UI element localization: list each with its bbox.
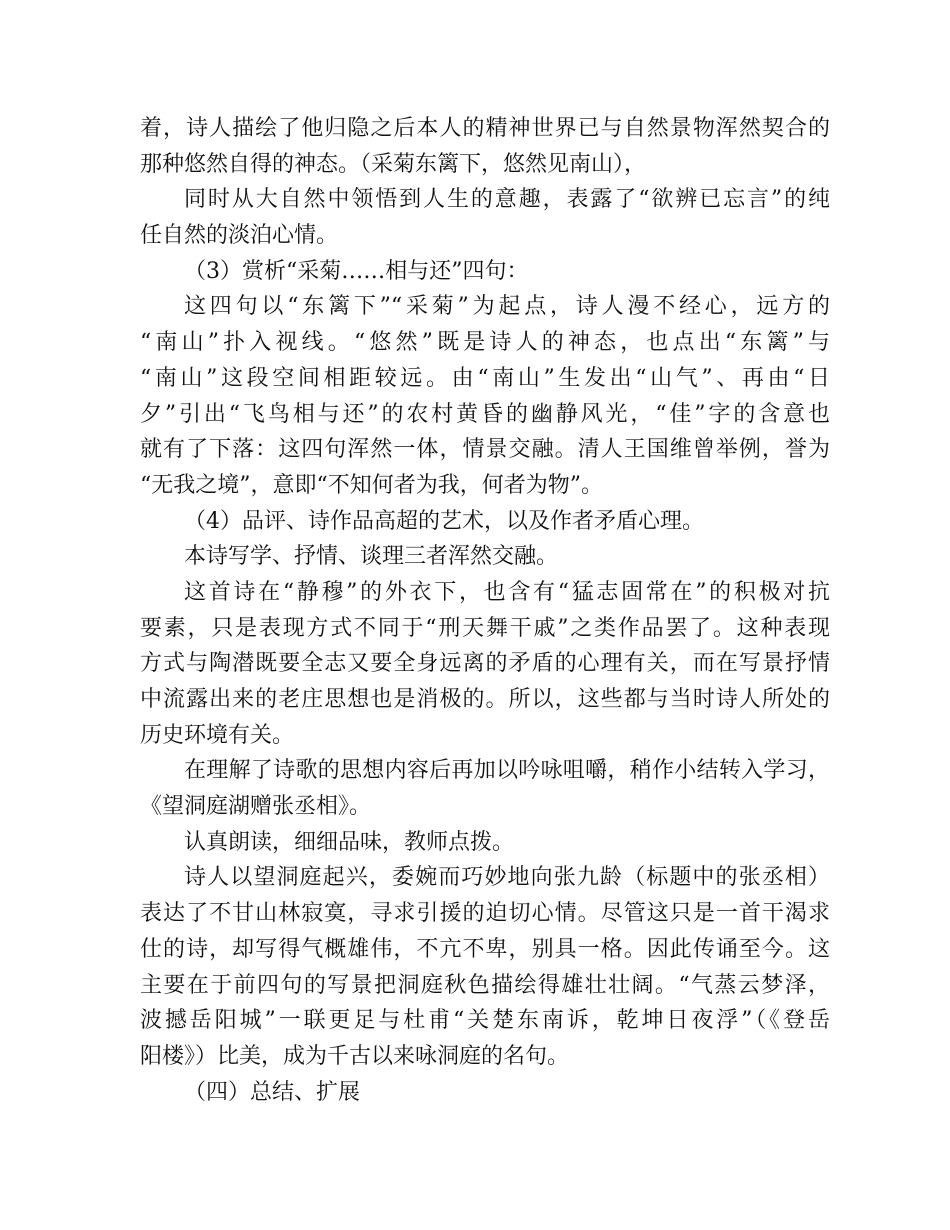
text-line: 仕的诗，却写得气概雄伟，不亢不卑，别具一格。因此传诵至今。这 bbox=[140, 936, 830, 962]
text-line: 阳楼》）比美，成为千古以来咏洞庭的名句。 bbox=[140, 1043, 570, 1069]
text-line: 历史环境有关。 bbox=[140, 722, 295, 748]
text-line: 诗人以望洞庭起兴，委婉而巧妙地向张九龄（标题中的张丞相） bbox=[184, 865, 830, 891]
text-line: 这首诗在“静穆”的外衣下，也含有“猛志固常在”的积极对抗 bbox=[184, 579, 830, 605]
text-line: 着，诗人描绘了他归隐之后本人的精神世界已与自然景物浑然契合的 bbox=[140, 116, 830, 141]
text-line: 就有了下落：这四句浑然一体，情景交融。清人王国维曾举例，誉为 bbox=[140, 437, 830, 463]
text-line: 夕”引出“飞鸟相与还”的农村黄昏的幽静风光，“佳”字的含意也 bbox=[140, 401, 830, 427]
text-line: 认真朗读，细细品味，教师点拨。 bbox=[184, 829, 515, 855]
text-line: （3）赏析“采菊……相与还”四句： bbox=[184, 258, 529, 284]
body-text bbox=[140, 111, 830, 1110]
text-line: 主要在于前四句的写景把洞庭秋色描绘得雄壮壮阔。“气蒸云梦泽， bbox=[140, 972, 830, 998]
text-line: 波撼岳阳城”一联更足与杜甫“关楚东南诉，乾坤日夜浮”（《登岳 bbox=[140, 1008, 830, 1034]
text-line: 《望洞庭湖赠张丞相》。 bbox=[140, 794, 372, 820]
text-line: 要素，只是表现方式不同于“刑天舞干戚”之类作品罢了。这种表现 bbox=[140, 615, 830, 641]
text-line: 本诗写学、抒情、谈理三者浑然交融。 bbox=[184, 544, 559, 570]
text-line: 同时从大自然中领悟到人生的意趣，表露了“欲辨已忘言”的纯 bbox=[184, 187, 830, 213]
text-line: “无我之境”，意即“不知何者为我，何者为物”。 bbox=[140, 472, 603, 498]
text-line: 中流露出来的老庄思想也是消极的。所以，这些都与当时诗人所处的 bbox=[140, 687, 830, 712]
text-line: （四）总结、扩展 bbox=[184, 1079, 361, 1105]
text-line: “南山”扑入视线。“悠然”既是诗人的神态，也点出“东篱”与 bbox=[140, 330, 830, 356]
text-line: “南山”这段空间相距较远。由“南山”生发出“山气”、再由“日 bbox=[140, 365, 830, 391]
text-line: 那种悠然自得的神态。（采菊东篱下，悠然见南山）， bbox=[140, 151, 647, 177]
text-line: （4）品评、诗作品高超的艺术，以及作者矛盾心理。 bbox=[184, 508, 704, 534]
text-line: 表达了不甘山林寂寞，寻求引援的迫切心情。尽管这只是一首干渴求 bbox=[140, 901, 830, 927]
text-line: 方式与陶潜既要全志又要全身远离的矛盾的心理有关，而在写景抒情 bbox=[140, 651, 830, 677]
text-line: 在理解了诗歌的思想内容后再加以吟咏咀嚼，稍作小结转入学习， bbox=[184, 758, 830, 784]
text-line: 这四句以“东篱下”“采菊”为起点，诗人漫不经心，远方的 bbox=[184, 294, 830, 320]
text-line: 任自然的淡泊心情。 bbox=[140, 223, 339, 249]
